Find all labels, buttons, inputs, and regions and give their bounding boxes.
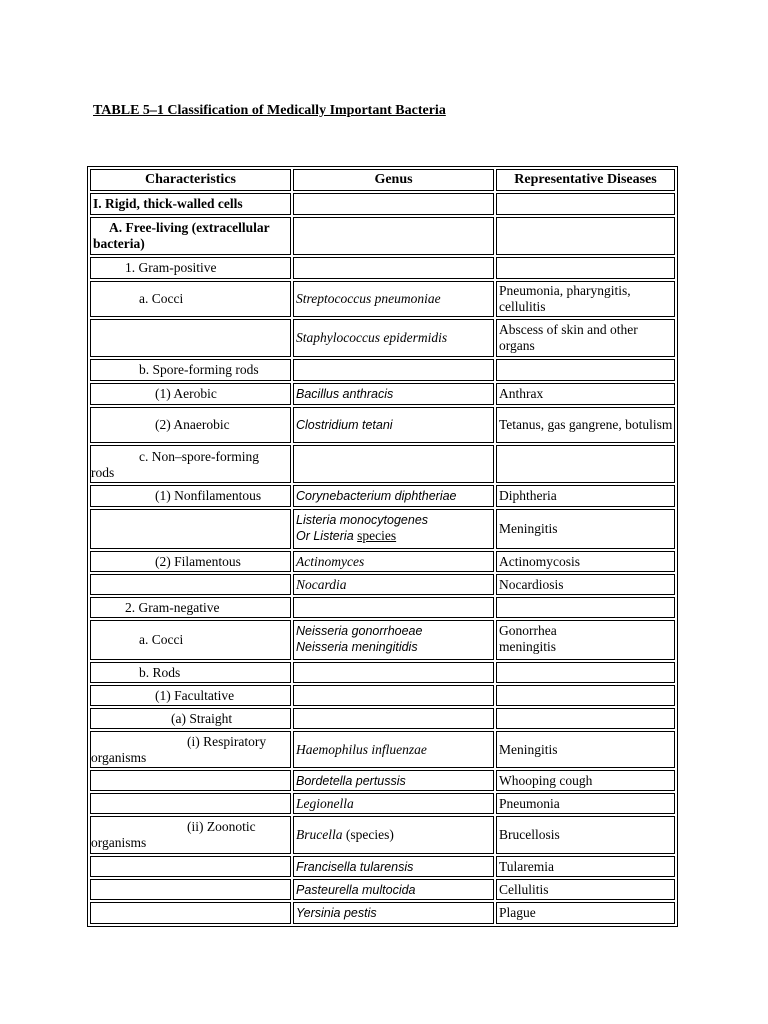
table-title: TABLE 5–1 Classification of Medically Important Bacteria — [93, 103, 446, 118]
table-cell-genus — [293, 217, 494, 255]
table-cell-genus: Legionella — [293, 793, 494, 814]
table-cell-genus — [293, 359, 494, 381]
row-characteristic-cont: organisms — [91, 835, 147, 850]
table-row: (2) Anaerobic — [90, 407, 291, 443]
table-row — [90, 445, 291, 483]
table-cell-disease: Nocardiosis — [496, 574, 675, 595]
table-cell-disease — [496, 662, 675, 683]
table-cell-disease: Anthrax — [496, 383, 675, 405]
table-cell-genus: Actinomyces — [293, 551, 494, 572]
row-characteristic: (i) Respiratory — [187, 734, 267, 749]
table-row: (1) Nonfilamentous — [90, 485, 291, 507]
table-row: (2) Filamentous — [90, 551, 291, 572]
table-cell-genus: Nocardia — [293, 574, 494, 595]
table-row: I. Rigid, thick-walled cells — [90, 193, 291, 215]
table-cell-disease — [496, 359, 675, 381]
table-cell-disease — [496, 257, 675, 279]
genus-line: Neisseria meningitidis — [296, 640, 418, 654]
table-cell-disease: Diphtheria — [496, 485, 675, 507]
table-cell-genus — [293, 685, 494, 706]
table-cell-genus: Bacillus anthracis — [293, 383, 494, 405]
table-cell-disease — [496, 597, 675, 618]
table-cell-genus: Yersinia pestis — [293, 902, 494, 924]
genus-line: Listeria monocytogenes — [296, 513, 429, 527]
row-characteristic: A. Free-living (extracellular bacteria) — [93, 220, 270, 251]
table-cell-disease — [496, 217, 675, 255]
table-row: b. Spore-forming rods — [90, 359, 291, 381]
table-cell-disease: Cellulitis — [496, 879, 675, 900]
table-row: (1) Aerobic — [90, 383, 291, 405]
table-cell-genus — [293, 708, 494, 729]
row-characteristic-cont: rods — [91, 465, 115, 480]
table-row — [90, 574, 291, 595]
disease-line: meningitis — [499, 639, 556, 654]
header-diseases: Representative Diseases — [496, 169, 675, 191]
table-cell-genus — [293, 257, 494, 279]
row-characteristic-cont: organisms — [91, 750, 147, 765]
table-cell-genus — [293, 620, 494, 660]
table-cell-disease: Tetanus, gas gangrene, botulism — [496, 407, 675, 443]
table-cell-disease — [496, 685, 675, 706]
table-row — [90, 319, 291, 357]
table-cell-genus — [293, 445, 494, 483]
table-cell-disease: Pneumonia — [496, 793, 675, 814]
table-row — [90, 879, 291, 900]
table-row — [90, 816, 291, 854]
table-cell-disease: Tularemia — [496, 856, 675, 877]
header-characteristics: Characteristics — [90, 169, 291, 191]
table-cell-genus: Clostridium tetani — [293, 407, 494, 443]
row-characteristic: (ii) Zoonotic — [187, 819, 256, 834]
table-row — [90, 793, 291, 814]
table-cell-genus: Francisella tularensis — [293, 856, 494, 877]
table-row: 1. Gram-positive — [90, 257, 291, 279]
table-row — [90, 731, 291, 768]
table-cell-genus — [293, 597, 494, 618]
table-cell-disease: Brucellosis — [496, 816, 675, 854]
table-cell-disease: Actinomycosis — [496, 551, 675, 572]
table-row — [90, 770, 291, 791]
table-cell-disease — [496, 445, 675, 483]
table-row — [90, 217, 291, 255]
table-cell-disease — [496, 620, 675, 660]
table-cell-genus: Pasteurella multocida — [293, 879, 494, 900]
table-cell-genus: Corynebacterium diphtheriae — [293, 485, 494, 507]
table-cell-disease: Abscess of skin and other organs — [496, 319, 675, 357]
table-row: (a) Straight — [90, 708, 291, 729]
table-cell-genus — [293, 193, 494, 215]
table-row: a. Cocci — [90, 281, 291, 317]
table-cell-genus: Haemophilus influenzae — [293, 731, 494, 768]
table-cell-genus — [293, 662, 494, 683]
table-cell-genus: Bordetella pertussis — [293, 770, 494, 791]
genus-line: Neisseria gonorrhoeae — [296, 624, 423, 638]
table-row: 2. Gram-negative — [90, 597, 291, 618]
disease-line: Gonorrhea — [499, 623, 557, 638]
table-cell-disease: Pneumonia, pharyngitis, cellulitis — [496, 281, 675, 317]
table-cell-disease: Meningitis — [496, 509, 675, 549]
table-cell-disease: Meningitis — [496, 731, 675, 768]
header-genus: Genus — [293, 169, 494, 191]
table-cell-genus: Staphylococcus epidermidis — [293, 319, 494, 357]
table-cell-disease — [496, 193, 675, 215]
table-row — [90, 902, 291, 924]
table-cell-disease: Plague — [496, 902, 675, 924]
table-row: a. Cocci — [90, 620, 291, 660]
table-row — [90, 509, 291, 549]
table-cell-disease — [496, 708, 675, 729]
row-characteristic: c. Non–spore-forming — [139, 449, 259, 464]
table-cell-disease: Whooping cough — [496, 770, 675, 791]
table-row: b. Rods — [90, 662, 291, 683]
table-cell-genus: Brucella (species) — [293, 816, 494, 854]
table-row: (1) Facultative — [90, 685, 291, 706]
table-cell-genus: Streptococcus pneumoniae — [293, 281, 494, 317]
genus-line: Or Listeria species — [296, 528, 397, 543]
table-cell-genus — [293, 509, 494, 549]
table-row — [90, 856, 291, 877]
